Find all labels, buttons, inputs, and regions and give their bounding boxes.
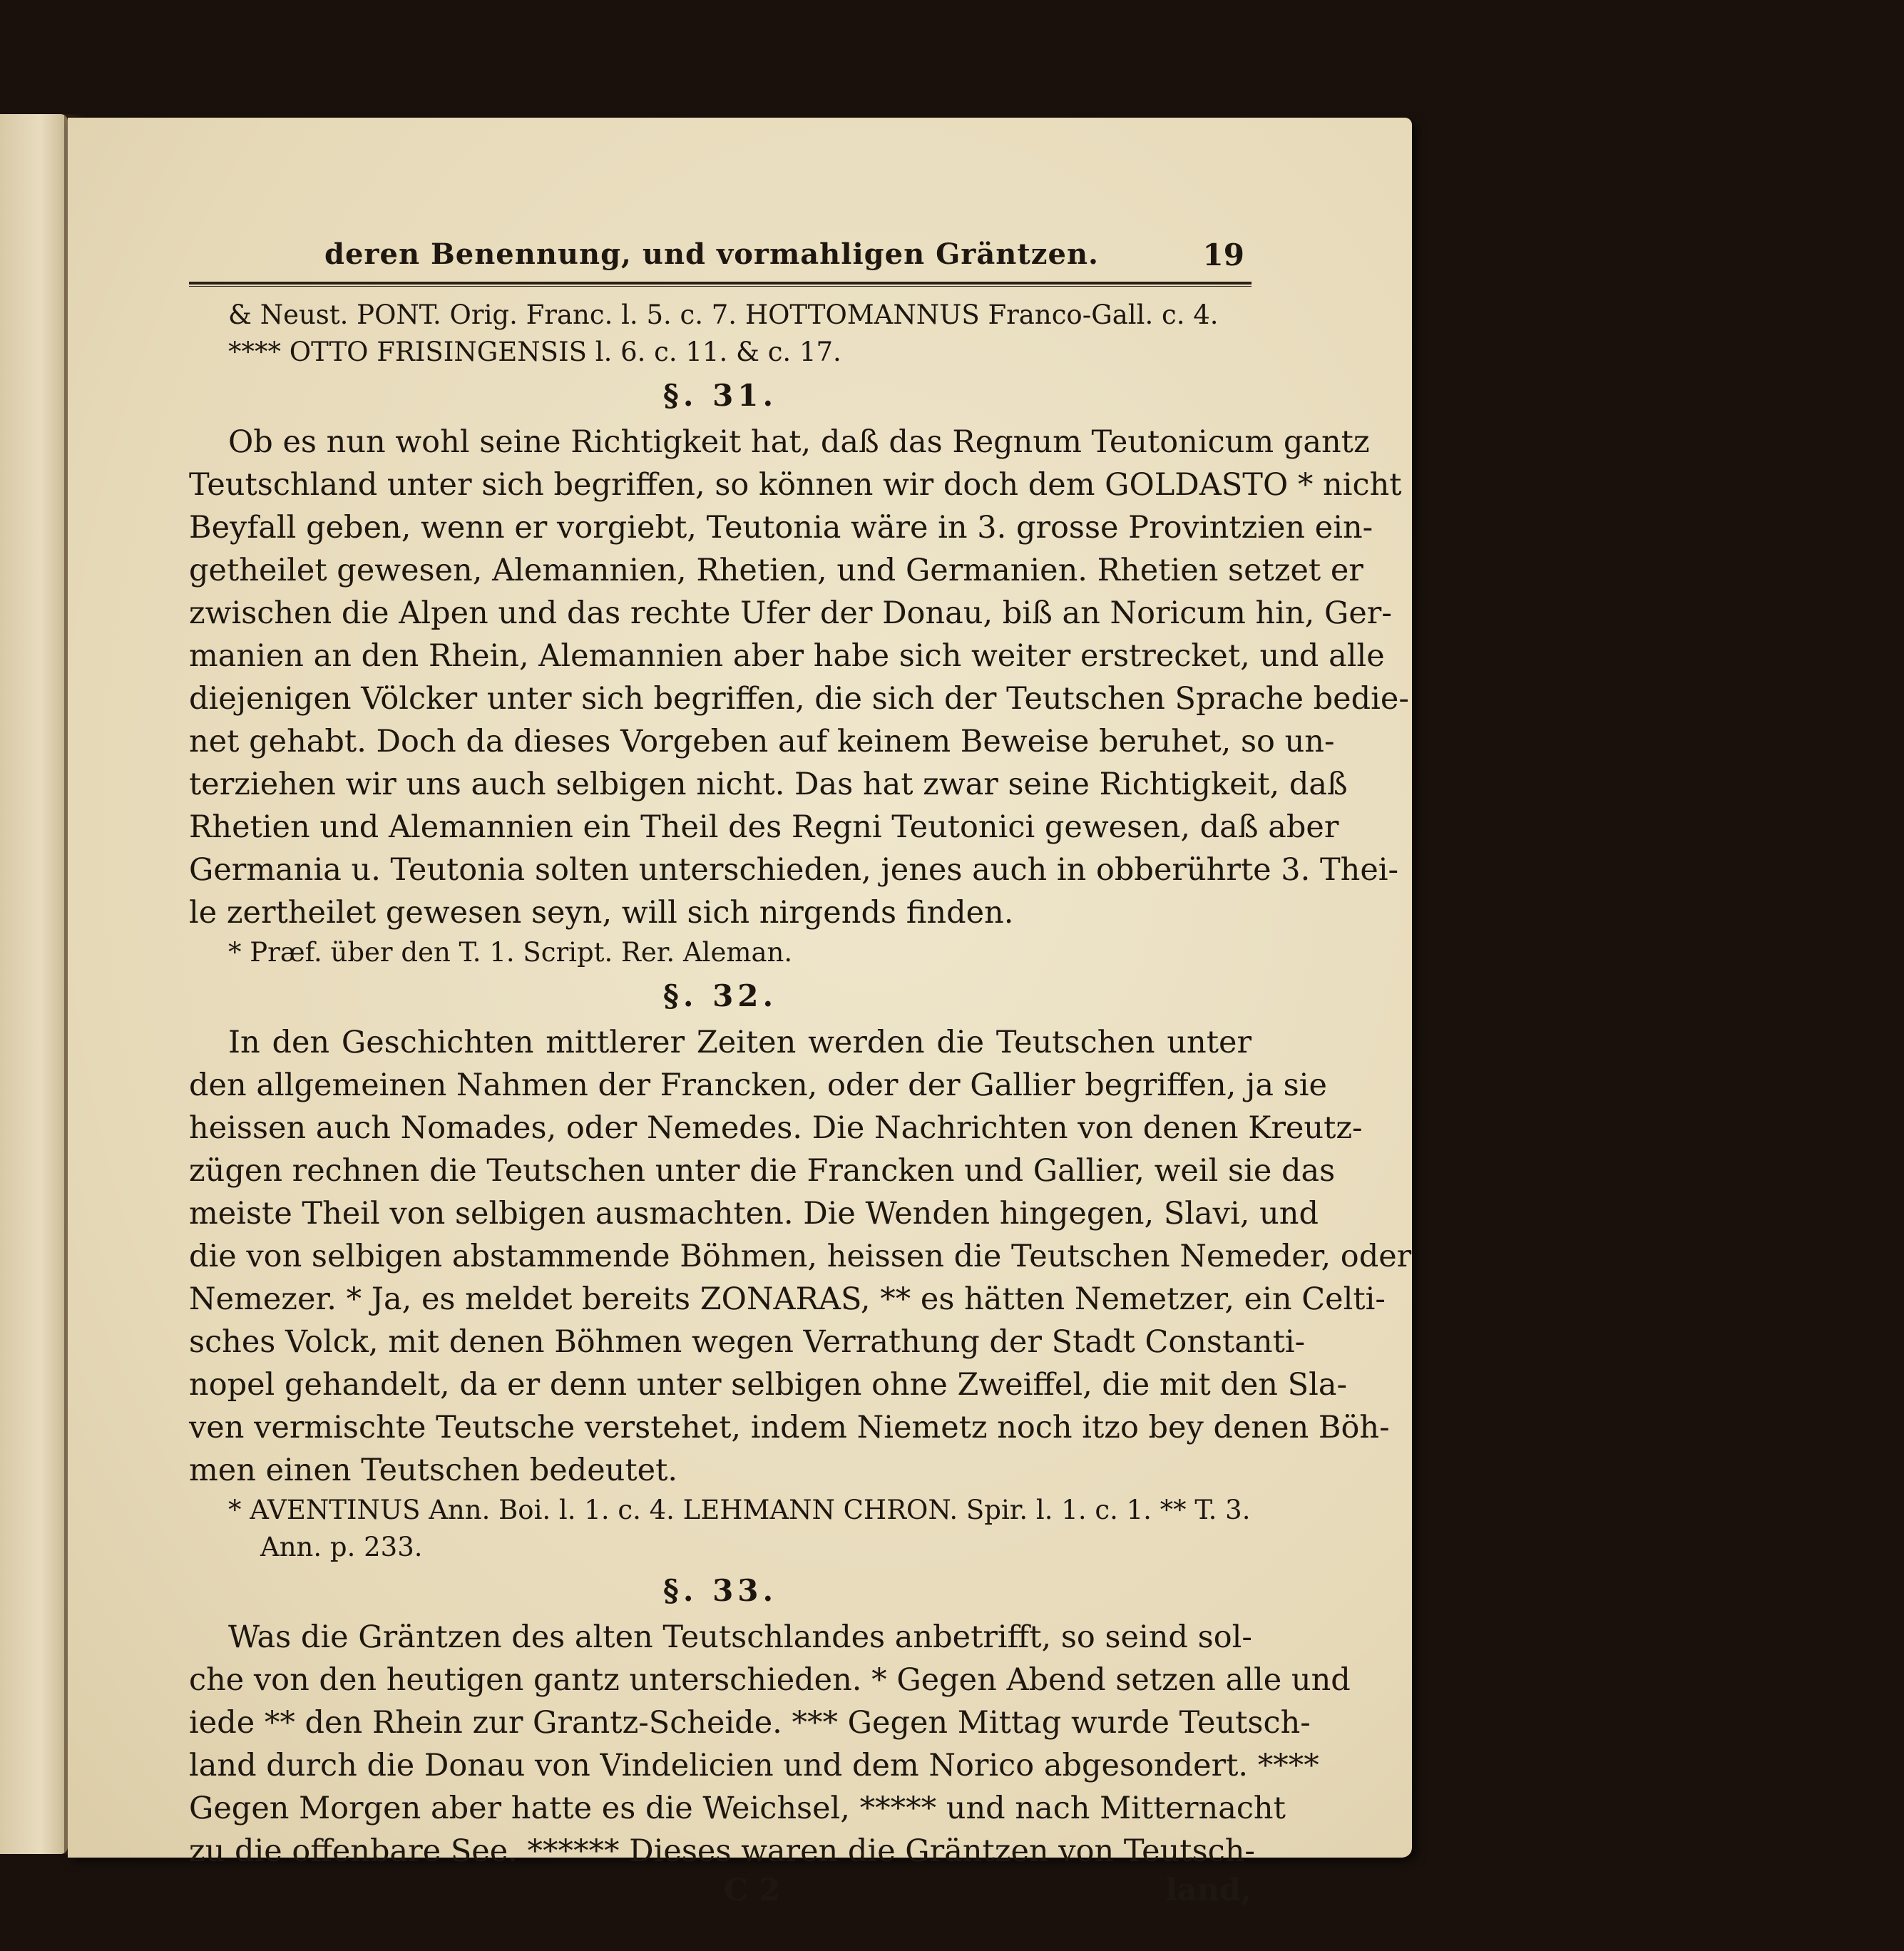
text-line: men einen Teutschen bedeutet.	[189, 1453, 678, 1488]
book-page	[68, 118, 1412, 1908]
text-line: meiste Theil von selbigen ausmachten. Die Wenden hingegen, Slavi, und	[189, 1196, 1319, 1231]
text-line: terziehen wir uns auch selbigen nicht. Das hat zwar seine Richtigkeit, daß	[189, 767, 1348, 802]
text-line: nopel gehandelt, da er denn unter selbigen ohne Zweiffel, die mit den Sla-	[189, 1367, 1348, 1403]
page-footer	[189, 1873, 1252, 1915]
footnote-line: **** OTTO FRISINGENSIS l. 6. c. 11. & c. 17.	[228, 337, 841, 367]
text-line: Teutschland unter sich begriffen, so können wir doch dem GOLDASTO * nicht	[189, 467, 1402, 503]
text-line: le zertheilet gewesen seyn, will sich nirgends finden.	[189, 895, 1014, 931]
left-page-edge	[0, 114, 68, 1854]
page-number: 19	[1202, 237, 1244, 272]
text-line: heissen auch Nomades, oder Nemedes. Die Nachrichten von denen Kreutz-	[189, 1110, 1363, 1146]
text-line: zwischen die Alpen und das rechte Ufer der Donau, biß an Noricum hin, Ger-	[189, 595, 1392, 631]
text-line: Was die Gräntzen des alten Teutschlandes anbetrifft, so seind sol-	[228, 1619, 1252, 1655]
text-line: sches Volck, mit denen Böhmen wegen Verrathung der Stadt Constanti-	[189, 1324, 1306, 1360]
section-32	[189, 971, 1412, 1566]
text-line: den allgemeinen Nahmen der Francken, oder der Gallier begriffen, ja sie	[189, 1067, 1327, 1103]
text-line: manien an den Rhein, Alemannien aber habe sich weiter erstrecket, und alle	[189, 638, 1385, 674]
text-line: iede ** den Rhein zur Grantz-Scheide. *** Gegen Mittag wurde Teutsch-	[189, 1705, 1311, 1741]
text-line: Beyfall geben, wenn er vorgiebt, Teutonia wäre in 3. grosse Provintzien ein-	[189, 510, 1373, 546]
text-line: In den Geschichten mittlerer Zeiten werden die Teutschen unter	[228, 1025, 1252, 1060]
text-line: land durch die Donau von Vindelicien und dem Norico abgesondert. ****	[189, 1748, 1319, 1783]
text-line: zu die offenbare See. ****** Dieses waren die Gräntzen von Teutsch-	[189, 1833, 1255, 1869]
text-line: die von selbigen abstammende Böhmen, heissen die Teutschen Nemeder, oder	[189, 1239, 1412, 1274]
text-line: Gegen Morgen aber hatte es die Weichsel, ***** und nach Mitternacht	[189, 1791, 1286, 1826]
text-line: Rhetien und Alemannien ein Theil des Regni Teutonici gewesen, daß aber	[189, 809, 1339, 845]
text-line: net gehabt. Doch da dieses Vorgeben auf keinem Beweise beruhet, so un-	[189, 724, 1335, 759]
section-31	[189, 371, 1409, 971]
text-line: diejenigen Völcker unter sich begriffen, die sich der Teutschen Sprache bedie-	[189, 681, 1409, 717]
text-line: Ob es nun wohl seine Richtigkeit hat, daß das Regnum Teutonicum gantz	[228, 424, 1370, 460]
footnote-line: Ann. p. 233.	[260, 1532, 423, 1562]
text-line: che von den heutigen gantz unterschieden. * Gegen Abend setzen alle und	[189, 1662, 1351, 1698]
section-33	[189, 1566, 1351, 1873]
footnote-line: * AVENTINUS Ann. Boi. l. 1. c. 4. LEHMANN CHRON. Spir. l. 1. c. 1. ** T. 3.	[228, 1495, 1251, 1525]
text-line: zügen rechnen die Teutschen unter die Francken und Gallier, weil sie das	[189, 1153, 1336, 1189]
section-heading: §. 31.	[662, 378, 778, 413]
catchword: land,	[1165, 1873, 1252, 1908]
footnote-line: * Præf. über den T. 1. Script. Rer. Aleman.	[228, 937, 793, 968]
running-head	[189, 232, 1252, 282]
footnote-line: & Neust. PONT. Orig. Franc. l. 5. c. 7. HOTTOMANNUS Franco-Gall. c. 4.	[228, 299, 1219, 330]
header-rule	[189, 282, 1252, 287]
text-line: Germania u. Teutonia solten unterschieden, jenes auch in obberührte 3. Thei-	[189, 852, 1399, 888]
running-title: deren Benennung, und vormahligen Gräntzen.	[324, 237, 1099, 271]
text-line: Nemezer. * Ja, es meldet bereits ZONARAS, ** es hätten Nemetzer, ein Celti-	[189, 1281, 1386, 1317]
top-footnotes	[189, 297, 1252, 371]
section-heading: §. 32.	[662, 978, 778, 1013]
text-line: getheilet gewesen, Alemannien, Rhetien, und Germanien. Rhetien setzet er	[189, 553, 1363, 588]
page-content	[189, 232, 1412, 1915]
section-heading: §. 33.	[662, 1573, 778, 1608]
text-line: ven vermischte Teutsche verstehet, indem Niemetz noch itzo bey denen Böh-	[189, 1410, 1390, 1445]
signature-mark: C 2	[724, 1873, 781, 1908]
